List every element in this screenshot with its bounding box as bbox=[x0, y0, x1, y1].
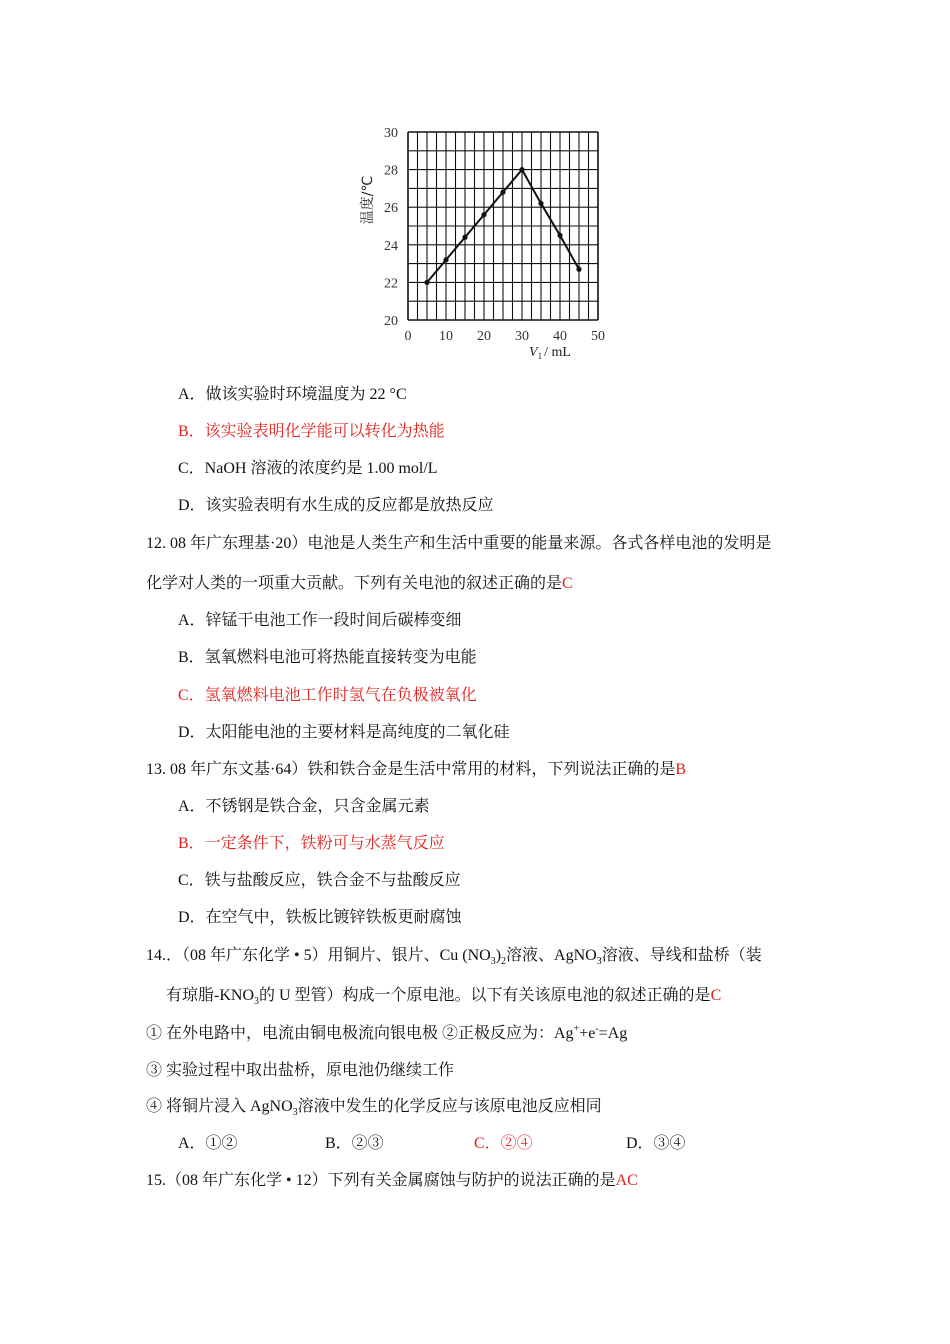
temperature-volume-chart bbox=[350, 120, 620, 365]
q14-options bbox=[0, 1134, 950, 1154]
q14-option-c: C．②④ bbox=[474, 1135, 533, 1152]
q14-s1-c: =Ag bbox=[598, 1025, 628, 1042]
q14-s1-a: ① 在外电路中，电流由铜电极流向银电极 ②正极反应为：Ag bbox=[146, 1025, 574, 1042]
q14-s4-a: ④ 将铜片浸入 AgNO bbox=[146, 1098, 293, 1115]
q14-stem-line2 bbox=[166, 986, 721, 1006]
q14-l2-b: 的 U 型管）构成一个原电池。以下有关该原电池的叙述正确的是 bbox=[259, 987, 711, 1004]
chart-grid bbox=[408, 132, 598, 320]
y-tick-label: 22 bbox=[384, 276, 398, 292]
data-point bbox=[500, 190, 505, 195]
q14-stem-line1 bbox=[146, 946, 762, 966]
q12-option-a: A．锌锰干电池工作一段时间后碳棒变细 bbox=[178, 612, 462, 629]
q14-l2-sub: 3 bbox=[254, 996, 259, 1008]
q13-option-c: C．铁与盐酸反应，铁合金不与盐酸反应 bbox=[178, 872, 461, 889]
x-tick-label: 0 bbox=[404, 329, 412, 344]
q14-s4-b: 溶液中发生的化学反应与该原电池反应相同 bbox=[297, 1098, 602, 1115]
q14-option-a: A．①② bbox=[178, 1135, 238, 1152]
x-axis-label: $V_1$ / mL bbox=[529, 345, 571, 361]
data-point bbox=[424, 280, 429, 285]
q14-s1-b: +e bbox=[579, 1025, 596, 1042]
x-tick-label: 10 bbox=[439, 329, 453, 344]
q14-s1-sup1: + bbox=[573, 1023, 580, 1035]
q14-statement-1-2 bbox=[146, 1024, 627, 1044]
q12-option-b: B．氢氧燃料电池可将热能直接转变为电能 bbox=[178, 649, 477, 666]
y-tick-label: 28 bbox=[384, 163, 398, 179]
q12-option-d: D．太阳能电池的主要材料是高纯度的二氧化硅 bbox=[178, 724, 510, 741]
q12-stem-text: 化学对人类的一项重大贡献。下列有关电池的叙述正确的是 bbox=[146, 575, 563, 592]
q15-answer: AC bbox=[615, 1172, 638, 1189]
data-point bbox=[481, 212, 486, 217]
q13-stem bbox=[146, 760, 686, 780]
q14-option-b: B．②③ bbox=[325, 1135, 384, 1152]
q14-s1-sup2: - bbox=[595, 1023, 599, 1035]
q14-l1-sub2: 2 bbox=[501, 956, 507, 968]
q15-stem-text: 15.（08 年广东化学 • 12）下列有关金属腐蚀与防护的说法正确的是 bbox=[146, 1172, 616, 1189]
q15-stem bbox=[146, 1171, 638, 1191]
data-point bbox=[443, 257, 448, 262]
q14-option-d: D．③④ bbox=[626, 1135, 686, 1152]
q12-option-c: C．氢氧燃料电池工作时氢气在负极被氧化 bbox=[178, 687, 477, 704]
y-tick-label: 30 bbox=[384, 126, 398, 141]
y-tick-label: 20 bbox=[384, 314, 398, 329]
q11-option-b: B．该实验表明化学能可以转化为热能 bbox=[178, 423, 445, 440]
q11-option-c: C．NaOH 溶液的浓度约是 1.00 mol/L bbox=[178, 460, 438, 477]
q14-l1-c: 溶液、AgNO bbox=[506, 947, 597, 964]
q13-option-d: D．在空气中，铁板比镀锌铁板更耐腐蚀 bbox=[178, 909, 462, 926]
x-tick-label: 50 bbox=[591, 329, 605, 344]
q14-answer: C bbox=[710, 987, 722, 1004]
data-point bbox=[519, 167, 524, 172]
y-axis-label: 温度/℃ bbox=[360, 175, 376, 225]
q12-stem-line1: 12. 08 年广东理基·20）电池是人类生产和生活中重要的能量来源。各式各样电池的发明是 bbox=[146, 535, 772, 552]
x-tick-label: 20 bbox=[477, 329, 491, 344]
q14-statement-3: ③ 实验过程中取出盐桥，原电池仍继续工作 bbox=[146, 1062, 455, 1079]
q14-l1-d: 溶液、导线和盐桥（装 bbox=[601, 947, 762, 964]
q14-l1-a: 14.．（08 年广东化学 • 5）用铜片、银片、Cu (NO bbox=[146, 947, 491, 964]
q13-option-a: A．不锈钢是铁合金，只含金属元素 bbox=[178, 798, 430, 815]
q13-stem-text: 13. 08 年广东文基·64）铁和铁合金是生活中常用的材料，下列说法正确的是 bbox=[146, 761, 676, 778]
data-point bbox=[538, 201, 543, 206]
q11-option-d: D．该实验表明有水生成的反应都是放热反应 bbox=[178, 497, 494, 514]
data-point bbox=[462, 235, 467, 240]
q14-statement-4 bbox=[146, 1097, 602, 1117]
q14-l1-b: ) bbox=[495, 947, 502, 964]
x-tick-label: 40 bbox=[553, 329, 567, 344]
q14-s4-sub: 3 bbox=[292, 1107, 298, 1119]
q13-option-b: B．一定条件下，铁粉可与水蒸气反应 bbox=[178, 835, 445, 852]
data-point bbox=[557, 233, 562, 238]
q14-l1-sub1: 3 bbox=[490, 956, 496, 968]
q14-l1-sub3: 3 bbox=[596, 956, 602, 968]
q13-answer: B bbox=[675, 761, 687, 778]
y-tick-label: 26 bbox=[384, 201, 398, 217]
y-tick-label: 24 bbox=[384, 238, 398, 254]
x-tick-label: 30 bbox=[515, 329, 529, 344]
q14-l2-a: 有琼脂-KNO bbox=[166, 987, 254, 1004]
q12-answer: C bbox=[562, 575, 573, 592]
q11-option-a: A．做该实验时环境温度为 22 °C bbox=[178, 386, 407, 403]
q12-stem-line2 bbox=[146, 574, 573, 594]
data-point bbox=[576, 267, 581, 272]
